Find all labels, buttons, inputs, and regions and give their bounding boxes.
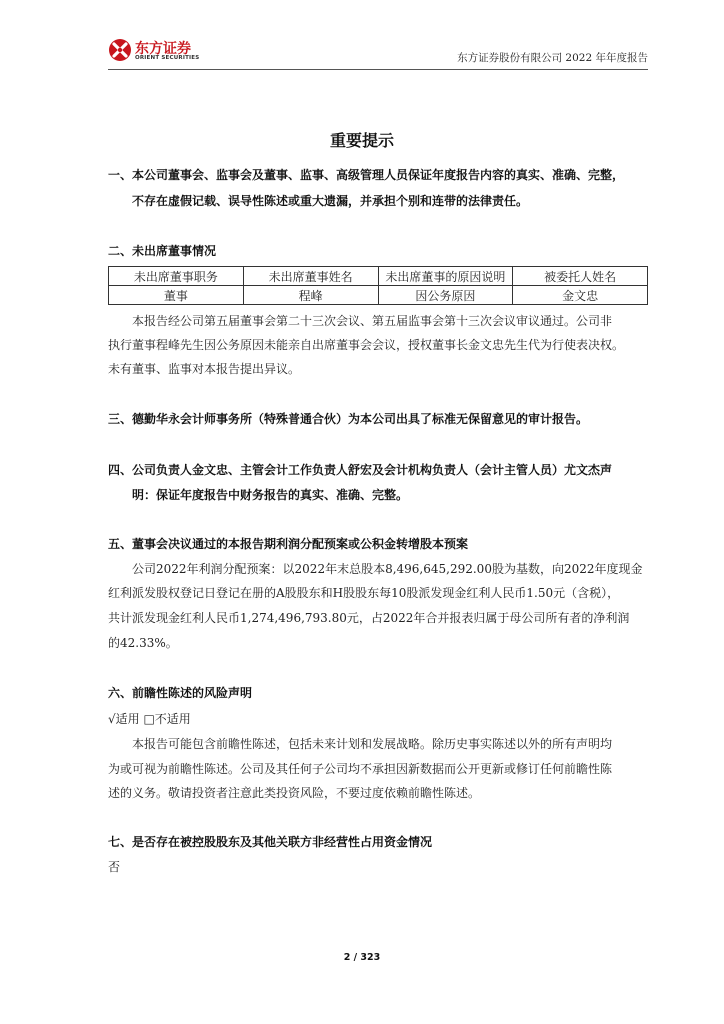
- orient-logo-icon: [108, 38, 132, 62]
- section-5-para-line-3: 共计派发现金红利人民币1,274,496,793.80元，占2022年合并报表归属于母公司所有者的净利润: [108, 611, 630, 625]
- table-header-cell: 未出席董事的原因说明: [378, 267, 513, 286]
- section-5-para-line-1: 公司2022年利润分配预案：以2022年末总股本8,496,645,292.00股为基数，向2022年度现金: [132, 562, 643, 576]
- section-6-para-line-1: 本报告可能包含前瞻性陈述，包括未来计划和发展战略。除历史事实陈述以外的所有声明均: [132, 737, 613, 751]
- applicability-options: √适用 □不适用: [108, 712, 191, 726]
- section-1-line-1: 一、本公司董事会、监事会及董事、监事、高级管理人员保证年度报告内容的真实、准确、完整，: [108, 168, 625, 182]
- table-cell: 董事: [109, 286, 244, 305]
- section-2-para-line-3: 未有董事、监事对本报告提出异议。: [108, 362, 301, 376]
- page-number: 2 / 323: [343, 952, 381, 963]
- section-5-para-line-4: 的42.33%。: [108, 636, 178, 650]
- section-4-line-2: 明：保证年度报告中财务报告的真实、准确、完整。: [132, 488, 409, 502]
- section-3-heading: 三、德勤华永会计师事务所（特殊普通合伙）为本公司出具了标准无保留意见的审计报告。: [108, 412, 589, 426]
- section-2-para-line-1: 本报告经公司第五届董事会第二十三次会议、第五届监事会第十三次会议审议通过。公司非: [132, 314, 613, 328]
- header-divider: [108, 69, 648, 70]
- section-1-line-2: 不存在虚假记载、误导性陈述或重大遗漏，并承担个别和连带的法律责任。: [132, 194, 529, 208]
- logo-text-en: ORIENT SECURITIES: [135, 55, 200, 61]
- logo-text-cn: 东方证券: [135, 41, 191, 57]
- section-7-answer: 否: [108, 860, 121, 874]
- section-6-heading: 六、前瞻性陈述的风险声明: [108, 686, 253, 700]
- table-header-cell: 未出席董事职务: [109, 267, 244, 286]
- table-header-row: [109, 267, 648, 286]
- table-cell: 金文忠: [513, 286, 648, 305]
- absent-directors-table: [108, 266, 648, 305]
- table-row: [109, 286, 648, 305]
- page-header: [108, 36, 648, 70]
- report-title: 东方证券股份有限公司 2022 年年度报告: [457, 52, 648, 64]
- section-6-para-line-3: 述的义务。敬请投资者注意此类投资风险，不要过度依赖前瞻性陈述。: [108, 786, 481, 800]
- table-header-cell: 未出席董事姓名: [243, 267, 378, 286]
- company-logo: [108, 36, 208, 66]
- section-5-para-line-2: 红利派发股权登记日登记在册的A股股东和H股股东每10股派发现金红利人民币1.50元（含税），: [108, 586, 620, 600]
- section-7-heading: 七、是否存在被控股股东及其他关联方非经营性占用资金情况: [108, 835, 433, 849]
- section-5-heading: 五、董事会决议通过的本报告期利润分配预案或公积金转增股本预案: [108, 537, 469, 551]
- table-header-cell: 被委托人姓名: [513, 267, 648, 286]
- table-cell: 程峰: [243, 286, 378, 305]
- page-title: 重要提示: [329, 131, 394, 150]
- section-2-para-line-2: 执行董事程峰先生因公务原因未能亲自出席董事会会议，授权董事长金文忠先生代为行使表决权。: [108, 338, 625, 352]
- section-4-line-1: 四、公司负责人金文忠、主管会计工作负责人舒宏及会计机构负责人（会计主管人员）尤文杰声: [108, 463, 613, 477]
- table-cell: 因公务原因: [378, 286, 513, 305]
- section-2-heading: 二、未出席董事情况: [108, 244, 217, 258]
- section-6-para-line-2: 为或可视为前瞻性陈述。公司及其任何子公司均不承担因新数据而公开更新或修订任何前瞻性陈: [108, 762, 613, 776]
